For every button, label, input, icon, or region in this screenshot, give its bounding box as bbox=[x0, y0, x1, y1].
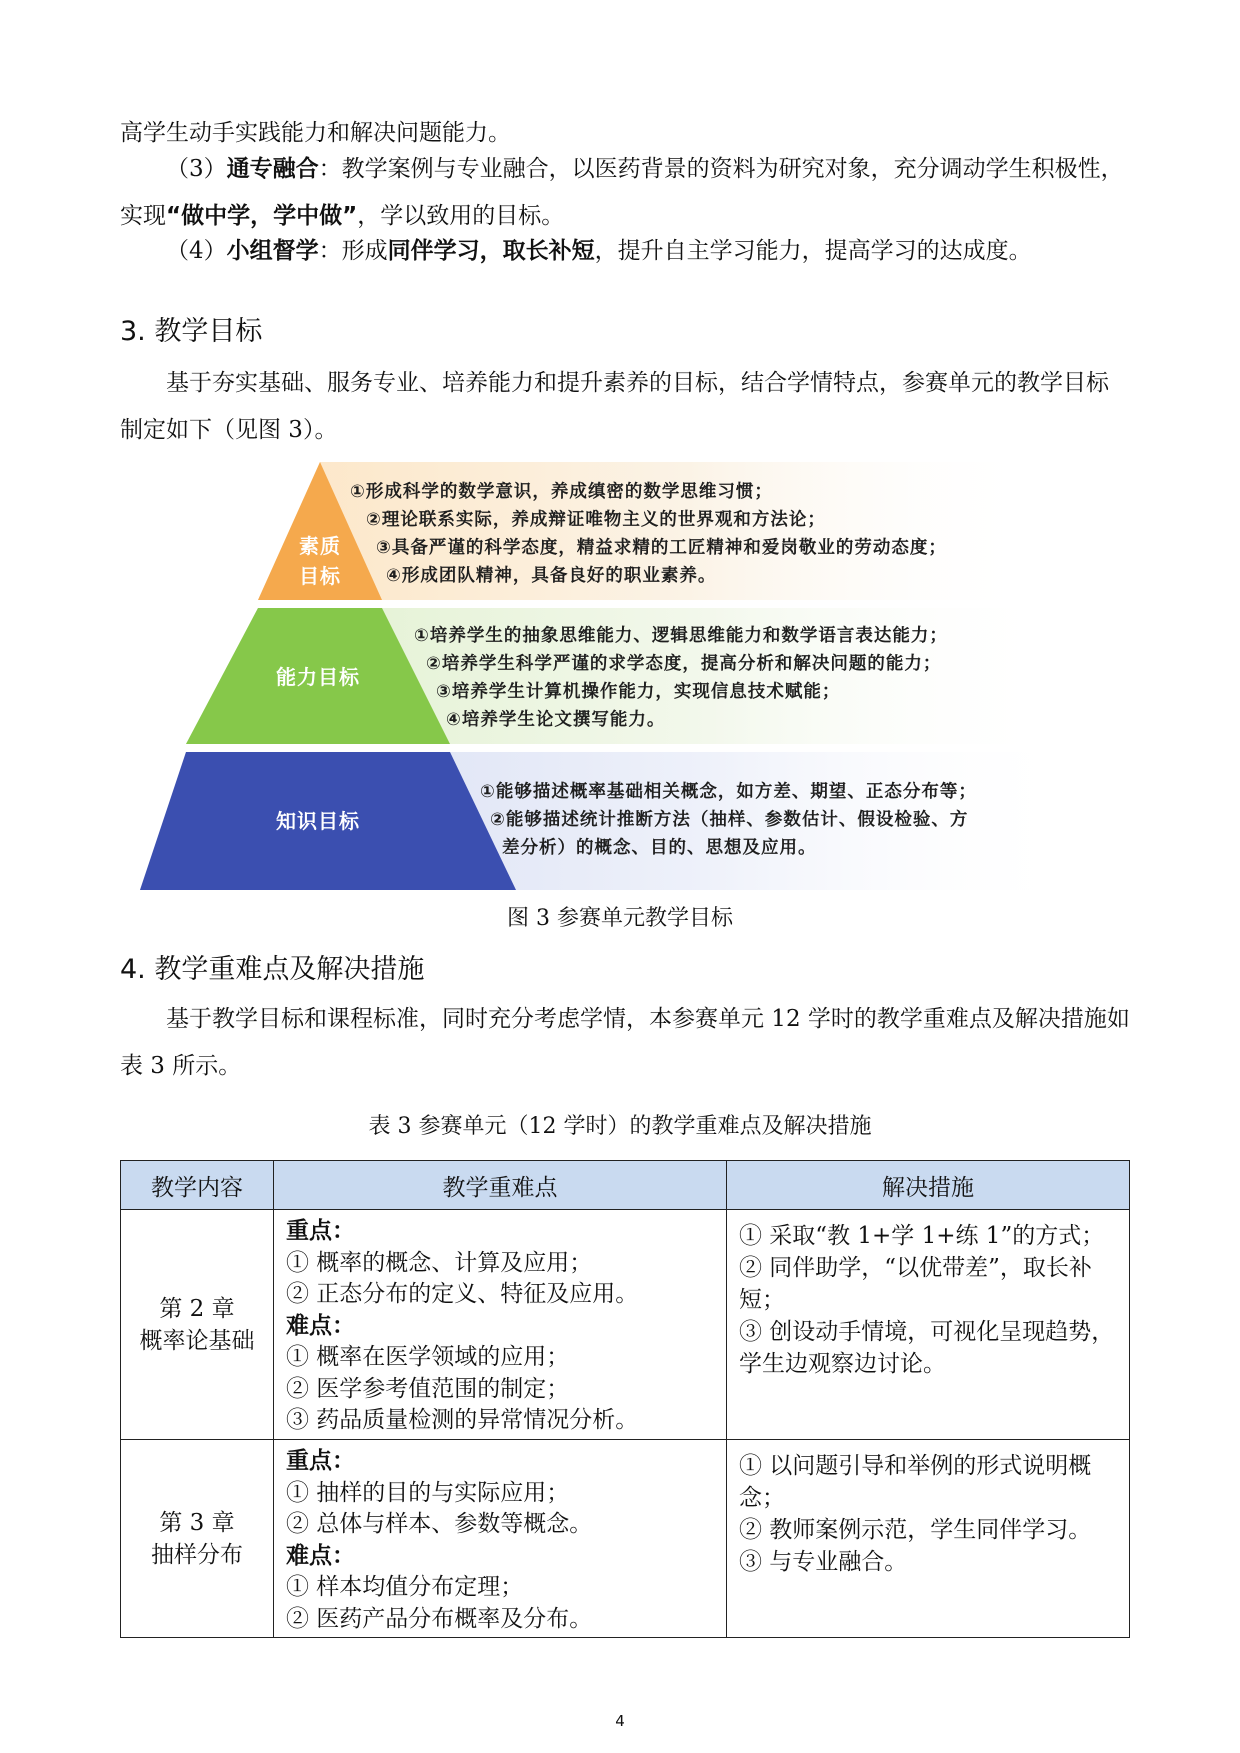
quality-item-3: ③具备严谨的科学态度，精益求精的工匠精神和爱岗敬业的劳动态度； bbox=[376, 538, 947, 558]
section4-body: 基于教学目标和课程标准，同时充分考虑学情，本参赛单元 12 学时的教学重难点及解决措施如表 3 所示。 bbox=[120, 1006, 1130, 1079]
measures-cell bbox=[727, 1210, 1130, 1440]
measure-item: ① 以问题引导和举例的形式说明概念； bbox=[739, 1453, 1092, 1511]
item-title: 小组督学 bbox=[226, 238, 319, 264]
quality-label-2: 目标 bbox=[299, 564, 341, 588]
paragraph-item-3 bbox=[120, 146, 1130, 240]
quality-item-2: ②理论联系实际，养成辩证唯物主义的世界观和方法论； bbox=[366, 510, 826, 530]
chapter-title: 概率论基础 bbox=[139, 1327, 255, 1354]
figure-caption: 图 3 参赛单元教学目标 bbox=[507, 906, 733, 931]
item-text-end: ，提升自主学习能力，提高学习的达成度。 bbox=[594, 238, 1032, 264]
chapter-number: 第 3 章 bbox=[159, 1509, 235, 1536]
knowledge-item-1: ①能够描述概率基础相关概念，如方差、期望、正态分布等； bbox=[480, 782, 977, 802]
chapter-number: 第 2 章 bbox=[159, 1295, 235, 1322]
table-caption: 表 3 参赛单元（12 学时）的教学重难点及解决措施 bbox=[368, 1114, 872, 1139]
ability-item-2: ②培养学生科学严谨的求学态度，提高分析和解决问题的能力； bbox=[426, 654, 942, 674]
measures-cell bbox=[727, 1440, 1130, 1638]
header-key-points: 教学重难点 bbox=[274, 1161, 727, 1210]
measure-item: ③ 创设动手情境，可视化呈现趋势，学生边观察边讨论。 bbox=[739, 1319, 1115, 1377]
section-heading-4: 4. 教学重难点及解决措施 bbox=[120, 954, 425, 985]
knowledge-item-2: ②能够描述统计推断方法（抽样、参数估计、假设检验、方 bbox=[490, 810, 969, 830]
difficulty-label: 难点： bbox=[286, 1542, 355, 1569]
difficulty-item: ① 概率在医学领域的应用； bbox=[286, 1344, 570, 1370]
paragraph-item-4 bbox=[120, 228, 1130, 275]
key-points-cell bbox=[274, 1440, 727, 1638]
ability-item-1: ①培养学生的抽象思维能力、逻辑思维能力和数学语言表达能力； bbox=[414, 626, 948, 646]
item-bold-phrase: 同伴学习，取长补短 bbox=[387, 238, 595, 264]
measure-item: ② 同伴助学，“以优带差”，取长补短； bbox=[739, 1255, 1092, 1313]
objectives-pyramid bbox=[140, 462, 1100, 890]
table-header-row bbox=[121, 1161, 1130, 1210]
paragraph-text: 高学生动手实践能力和解决问题能力。 bbox=[120, 120, 511, 146]
key-item: ① 概率的概念、计算及应用； bbox=[286, 1249, 593, 1276]
key-item: ② 正态分布的定义、特征及应用。 bbox=[286, 1281, 639, 1307]
difficulty-item: ① 样本均值分布定理； bbox=[286, 1574, 524, 1600]
item-number: （3） bbox=[166, 156, 227, 182]
section3-body: 基于夯实基础、服务专业、培养能力和提升素养的目标，结合学情特点，参赛单元的教学目标制定如下（见图 3）。 bbox=[120, 370, 1109, 443]
difficulty-item: ② 医药产品分布概率及分布。 bbox=[286, 1605, 593, 1632]
header-measures: 解决措施 bbox=[727, 1161, 1130, 1210]
quality-item-1: ①形成科学的数学意识，养成缜密的数学思维习惯； bbox=[350, 482, 773, 502]
item-text: ：形成 bbox=[318, 238, 388, 264]
chapter-title: 抽样分布 bbox=[151, 1541, 243, 1568]
item-text-end: ，学以致用的目标。 bbox=[357, 203, 565, 229]
key-item: ② 总体与样本、参数等概念。 bbox=[286, 1511, 593, 1537]
knowledge-item-3: 差分析）的概念、目的、思想及应用。 bbox=[502, 838, 817, 858]
item-title: 通专融合 bbox=[226, 156, 319, 182]
ability-label: 能力目标 bbox=[276, 665, 360, 689]
header-content: 教学内容 bbox=[121, 1161, 274, 1210]
key-label: 重点： bbox=[286, 1218, 355, 1244]
ability-item-4: ④培养学生论文撰写能力。 bbox=[446, 710, 666, 730]
quality-item-4: ④形成团队精神，具备良好的职业素养。 bbox=[386, 566, 717, 586]
key-label: 重点： bbox=[286, 1448, 355, 1474]
difficulty-item: ③ 药品质量检测的异常情况分析。 bbox=[286, 1407, 639, 1433]
key-points-cell bbox=[274, 1210, 727, 1440]
measure-item: ② 教师案例示范，学生同伴学习。 bbox=[739, 1517, 1092, 1543]
measure-item: ① 采取“教 1+学 1+练 1”的方式； bbox=[739, 1223, 1105, 1249]
section-heading-3: 3. 教学目标 bbox=[120, 316, 263, 347]
chapter-cell bbox=[121, 1210, 274, 1440]
quality-label-1: 素质 bbox=[299, 534, 341, 558]
item-quote: “做中学，学中做” bbox=[166, 203, 358, 229]
key-item: ① 抽样的目的与实际应用； bbox=[286, 1479, 570, 1506]
difficulty-item: ② 医学参考值范围的制定； bbox=[286, 1375, 570, 1402]
ability-item-3: ③培养学生计算机操作能力，实现信息技术赋能； bbox=[436, 682, 841, 702]
knowledge-label: 知识目标 bbox=[276, 809, 360, 833]
difficulty-label: 难点： bbox=[286, 1312, 355, 1339]
key-points-table bbox=[120, 1160, 1130, 1638]
table-row bbox=[121, 1210, 1130, 1440]
item-number: （4） bbox=[166, 238, 227, 264]
page-number: 4 bbox=[615, 1712, 625, 1730]
measure-item: ③ 与专业融合。 bbox=[739, 1549, 908, 1575]
chapter-cell bbox=[121, 1440, 274, 1638]
item-text: ：教学案例与专业融合，以医药背景的资料为研究对象，充分调动学生积极性，实现 bbox=[120, 156, 1124, 229]
table-row bbox=[121, 1440, 1130, 1638]
